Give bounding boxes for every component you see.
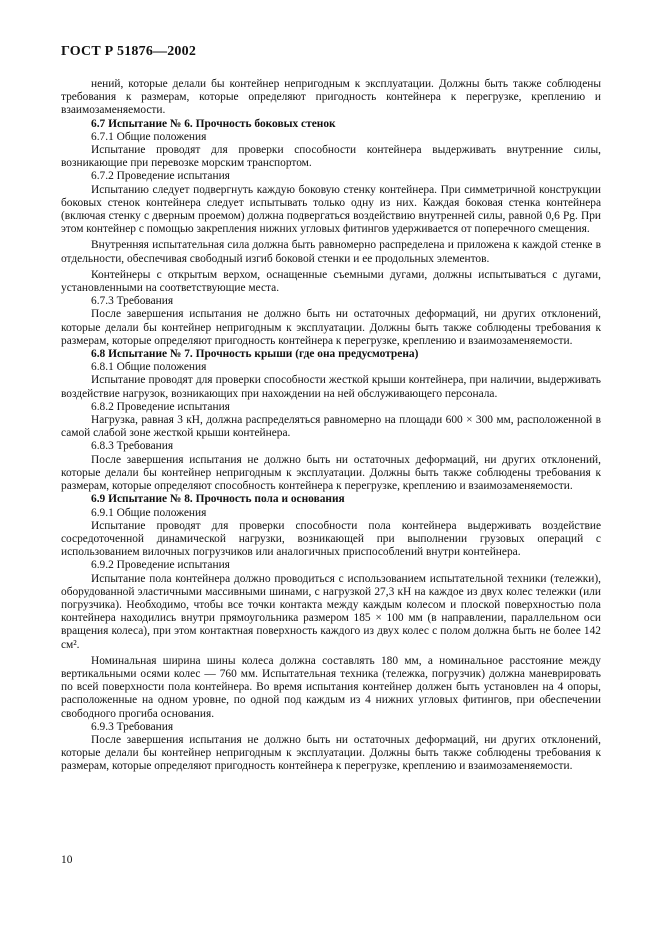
paragraph: Испытанию следует подвергнуть каждую боковую стенку контейнера. При симметричной конструкции боковых стенок контейнера следует испытывать только одну из них. Каждая боковая стенка контейнера (включая стенку с дверным проемом) должна подвергаться воздействию внутренней силы, равной 0,6 Pg. При этом контейнер с помощью закрепления нижних угловых фитингов удерживается от поперечного смещения. bbox=[61, 183, 601, 236]
section-heading-6-7: 6.7 Испытание № 6. Прочность боковых стенок bbox=[91, 117, 336, 130]
subsection-heading-6-8-2: 6.8.2 Проведение испытания bbox=[91, 400, 230, 413]
paragraph: Нагрузка, равная 3 кН, должна распределяться равномерно на площади 600 × 300 мм, расположенной в самой слабой зоне жесткой крыши контейнера. bbox=[61, 414, 601, 440]
subsection-heading-6-8-3: 6.8.3 Требования bbox=[91, 440, 174, 453]
paragraph: После завершения испытания не должно быть ни остаточных деформаций, ни других отклонений, которые делали бы контейнер непригодным к эксплуатации. Должны быть также соблюдены требования к размерам, которые определяют пригодность контейнера к перегрузке, креплению и взаимозаменяемости. bbox=[61, 308, 601, 347]
paragraph: После завершения испытания не должно быть ни остаточных деформаций, ни других отклонений, которые делали бы контейнер непригодным к эксплуатации. Должны быть также соблюдены требования к размерам, которые определяют способность контейнера к перегрузке, креплению и взаимозаменяемости. bbox=[61, 453, 601, 493]
section-heading-6-9: 6.9 Испытание № 8. Прочность пола и основания bbox=[91, 493, 345, 506]
subsection-heading-6-7-1: 6.7.1 Общие положения bbox=[91, 130, 207, 143]
paragraph-continuation: нений, которые делали бы контейнер непригодным к эксплуатации. Должны быть также соблюдены требования к размерам, которые определяют пригодность контейнера к перегрузке, креплению и взаимозаменяемости. bbox=[61, 78, 601, 117]
paragraph: Испытание проводят для проверки способности контейнера выдерживать внутренние силы, возникающие при перевозке морским транспортом. bbox=[61, 144, 601, 170]
subsection-heading-6-8-1: 6.8.1 Общие положения bbox=[91, 361, 207, 374]
paragraph: Внутренняя испытательная сила должна быть равномерно распределена и приложена к каждой стенке в отдельности, обеспечивая свободный изгиб боковой стенки и ее продольных элементов. bbox=[61, 239, 601, 265]
document-body bbox=[61, 78, 601, 774]
paragraph: После завершения испытания не должно быть ни остаточных деформаций, ни других отклонений, которые делали бы контейнер непригодным к эксплуатации. Должны быть также соблюдены требования к размерам, которые определяют пригодность контейнера к перегрузке, креплению и взаимозаменяемости. bbox=[61, 733, 601, 773]
paragraph: Испытание проводят для проверки способности пола контейнера выдерживать воздействие сосредоточенной динамической нагрузки, возникающей при выполнении грузовых операций с использованием вилочных погрузчиков или аналогичных приспособлений внутри контейнера. bbox=[61, 519, 601, 559]
paragraph: Испытание проводят для проверки способности жесткой крыши контейнера, при наличии, выдерживать воздействие нагрузок, возникающих при нахождении на ней обслуживающего персонала. bbox=[61, 374, 601, 400]
subsection-heading-6-9-1: 6.9.1 Общие положения bbox=[91, 506, 207, 519]
paragraph: Контейнеры с открытым верхом, оснащенные съемными дугами, должны испытываться с дугами, установленными на соответствующие места. bbox=[61, 268, 601, 295]
paragraph: Номинальная ширина шины колеса должна составлять 180 мм, а номинальное расстояние между вертикальными осями колес — 760 мм. Испытательная техника (тележка, погрузчик) должна маневрировать по всей поверхности пола контейнера. Во время испытания контейнер должен быть установлен на 4 опоры, расположенные на одном уровне, по одной под каждым из 4 нижних угловых фитингов, при обеспечении свободного прогиба основания. bbox=[61, 654, 601, 720]
subsection-heading-6-9-3: 6.9.3 Требования bbox=[91, 720, 174, 733]
subsection-heading-6-7-2: 6.7.2 Проведение испытания bbox=[91, 170, 230, 183]
page-number: 10 bbox=[61, 854, 73, 866]
subsection-heading-6-7-3: 6.7.3 Требования bbox=[91, 295, 174, 308]
paragraph: Испытание пола контейнера должно проводиться с использованием испытательной техники (тележки), оборудованной эластичными массивными шинами, с нагрузкой 27,3 кН на каждое из двух колес тележки (или погрузчика). Необходимо, чтобы все точки контакта между каждым колесом и плоской поверхностью пола контейнера находились внутри прямоугольника размером 185 × 100 мм (в направлении, параллельном оси вращения колеса), при этом контактная поверхность каждого из двух колес с полом должна быть не более 142 см². bbox=[61, 572, 601, 651]
section-heading-6-8: 6.8 Испытание № 7. Прочность крыши (где она предусмотрена) bbox=[91, 348, 419, 361]
document-code-header: ГОСТ Р 51876—2002 bbox=[61, 44, 197, 59]
subsection-heading-6-9-2: 6.9.2 Проведение испытания bbox=[91, 559, 230, 572]
